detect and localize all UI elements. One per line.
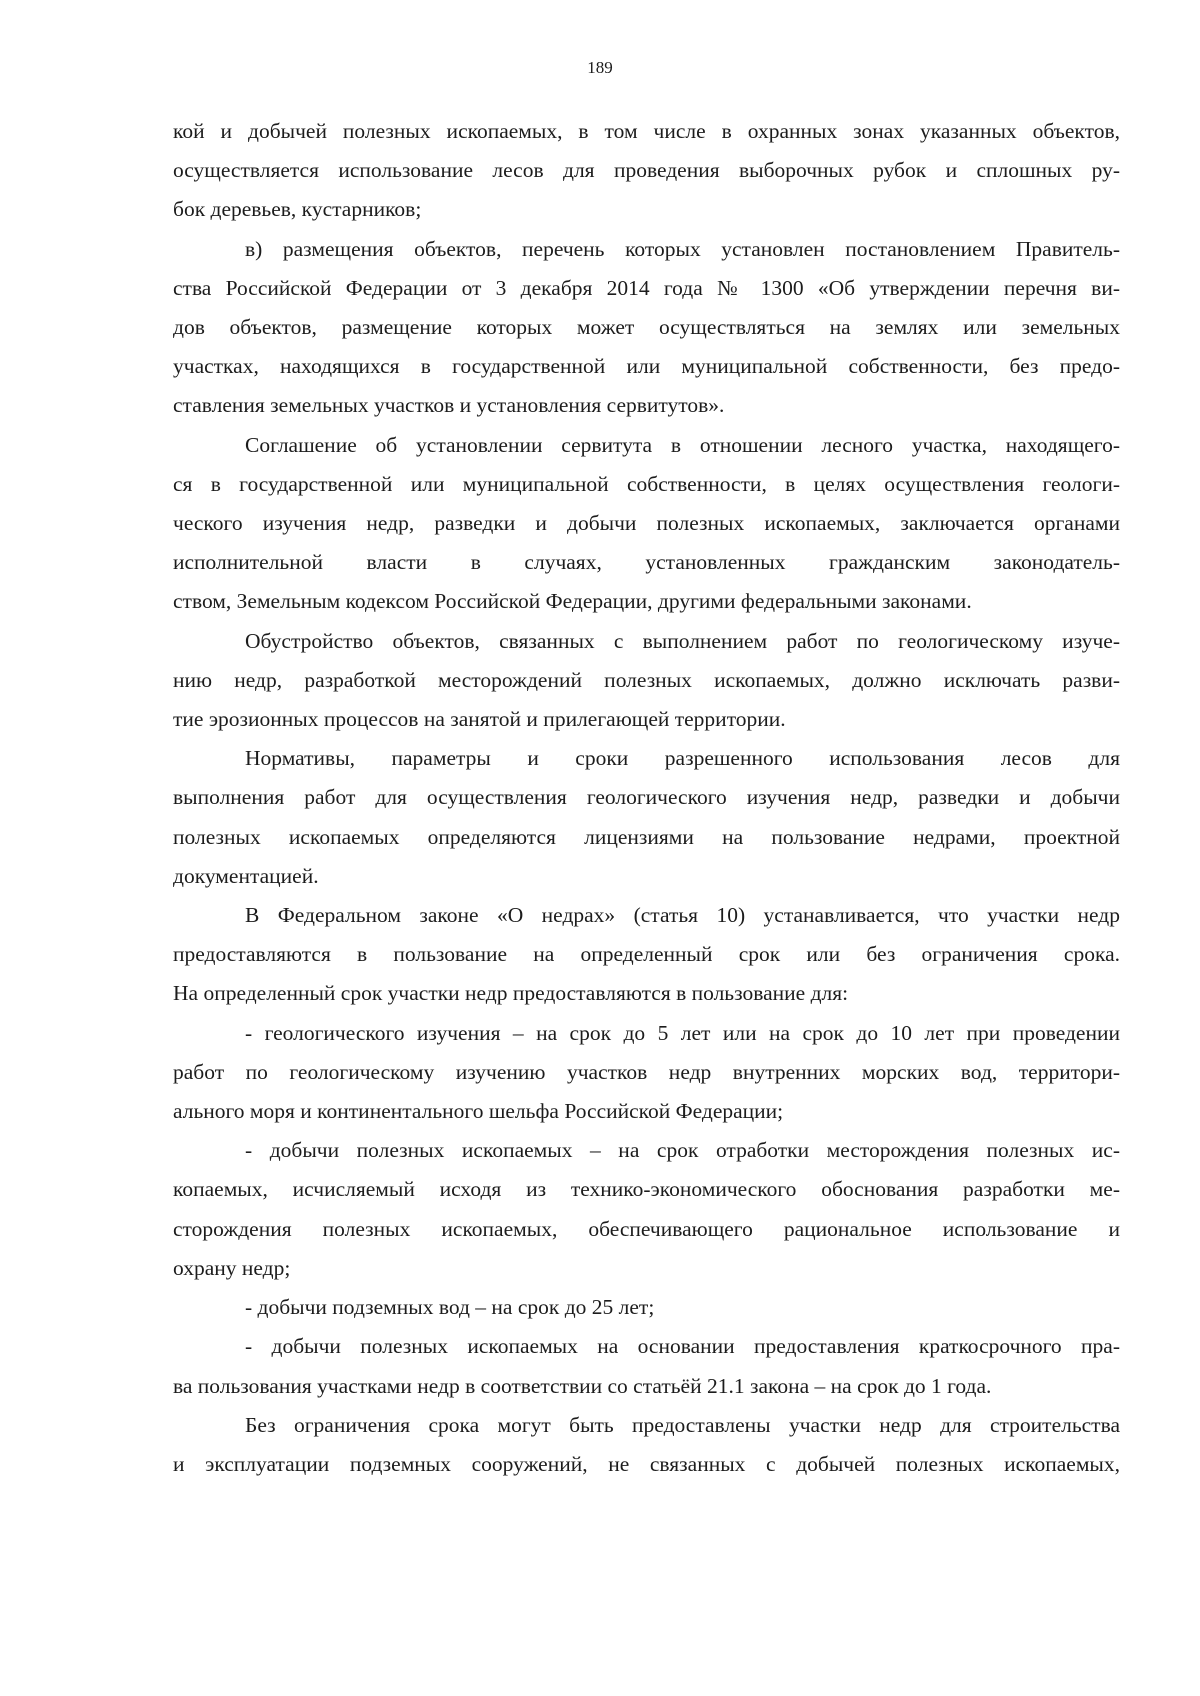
text-line: копаемых, исчисляемый исходя из технико-экономического обоснования разработки ме-: [173, 1177, 1120, 1202]
text-line: полезных ископаемых определяются лицензиями на пользование недрами, проектной: [173, 824, 1120, 849]
text-line: и эксплуатации подземных сооружений, не связанных с добычей полезных ископаемых,: [173, 1451, 1120, 1476]
text-line: в) размещения объектов, перечень которых установлен постановлением Правитель-: [245, 236, 1120, 261]
text-line: дов объектов, размещение которых может осуществляться на землях или земельных: [173, 315, 1120, 340]
text-line: сторождения полезных ископаемых, обеспечивающего рациональное использование и: [173, 1216, 1120, 1241]
text-line: выполнения работ для осуществления геологического изучения недр, разведки и добычи: [173, 785, 1120, 810]
text-line: - добычи полезных ископаемых – на срок отработки месторождения полезных ис-: [245, 1138, 1120, 1163]
text-line: ва пользования участками недр в соответствии со статьёй 21.1 закона – на срок до 1 года.: [173, 1373, 992, 1398]
paragraph-7: [173, 1014, 1120, 1132]
text-line: Без ограничения срока могут быть предоставлены участки недр для строительства: [245, 1412, 1120, 1437]
text-line: предоставляются в пользование на определенный срок или без ограничения срока.: [173, 942, 1120, 967]
page-number: 189: [587, 58, 613, 77]
paragraph-1: [173, 112, 1120, 230]
text-line: - добычи подземных вод – на срок до 25 лет;: [245, 1295, 655, 1320]
paragraph-6: [173, 896, 1120, 1014]
text-line: Нормативы, параметры и сроки разрешенного использования лесов для: [245, 746, 1120, 771]
text-line: работ по геологическому изучению участков недр внутренних морских вод, территори-: [173, 1059, 1120, 1084]
text-line: ства Российской Федерации от 3 декабря 2014 года № 1300 «Об утверждении перечня ви-: [173, 275, 1120, 300]
paragraph-3: [173, 426, 1120, 622]
text-line: нию недр, разработкой месторождений полезных ископаемых, должно исключать разви-: [173, 667, 1120, 692]
paragraph-2: [173, 230, 1120, 426]
text-line: бок деревьев, кустарников;: [173, 197, 422, 222]
text-line: осуществляется использование лесов для проведения выборочных рубок и сплошных ру-: [173, 158, 1120, 183]
text-line: кой и добычей полезных ископаемых, в том числе в охранных зонах указанных объектов,: [173, 119, 1120, 143]
text-line: участках, находящихся в государственной или муниципальной собственности, без предо-: [173, 354, 1120, 379]
text-line: ством, Земельным кодексом Российской Федерации, другими федеральными законами.: [173, 589, 972, 614]
text-line: ся в государственной или муниципальной собственности, в целях осуществления геологи-: [173, 471, 1120, 496]
paragraph-10: [173, 1327, 1120, 1405]
text-line: исполнительной власти в случаях, установленных гражданским законодатель-: [173, 550, 1120, 575]
paragraph-11: [173, 1406, 1120, 1484]
text-line: охрану недр;: [173, 1255, 291, 1280]
text-line: - геологического изучения – на срок до 5 лет или на срок до 10 лет при проведении: [245, 1020, 1120, 1045]
text-line: ческого изучения недр, разведки и добычи полезных ископаемых, заключается органами: [173, 511, 1120, 536]
text-line: Обустройство объектов, связанных с выполнением работ по геологическому изуче-: [245, 628, 1120, 653]
text-line: На определенный срок участки недр предоставляются в пользование для:: [173, 981, 849, 1006]
paragraph-9: [173, 1288, 1120, 1327]
text-line: ального моря и континентального шельфа Российской Федерации;: [173, 1099, 784, 1124]
text-line: ставления земельных участков и установления сервитутов».: [173, 393, 725, 418]
text-line: Соглашение об установлении сервитута в отношении лесного участка, находящего-: [245, 432, 1120, 457]
paragraph-4: [173, 622, 1120, 740]
text-line: - добычи полезных ископаемых на основании предоставления краткосрочного пра-: [245, 1334, 1120, 1359]
text-line: В Федеральном законе «О недрах» (статья 10) устанавливается, что участки недр: [245, 903, 1120, 928]
paragraph-8: [173, 1131, 1120, 1288]
paragraph-5: [173, 739, 1120, 896]
text-line: документацией.: [173, 863, 319, 888]
text-line: тие эрозионных процессов на занятой и прилегающей территории.: [173, 707, 786, 732]
document-body: [173, 112, 1120, 1484]
